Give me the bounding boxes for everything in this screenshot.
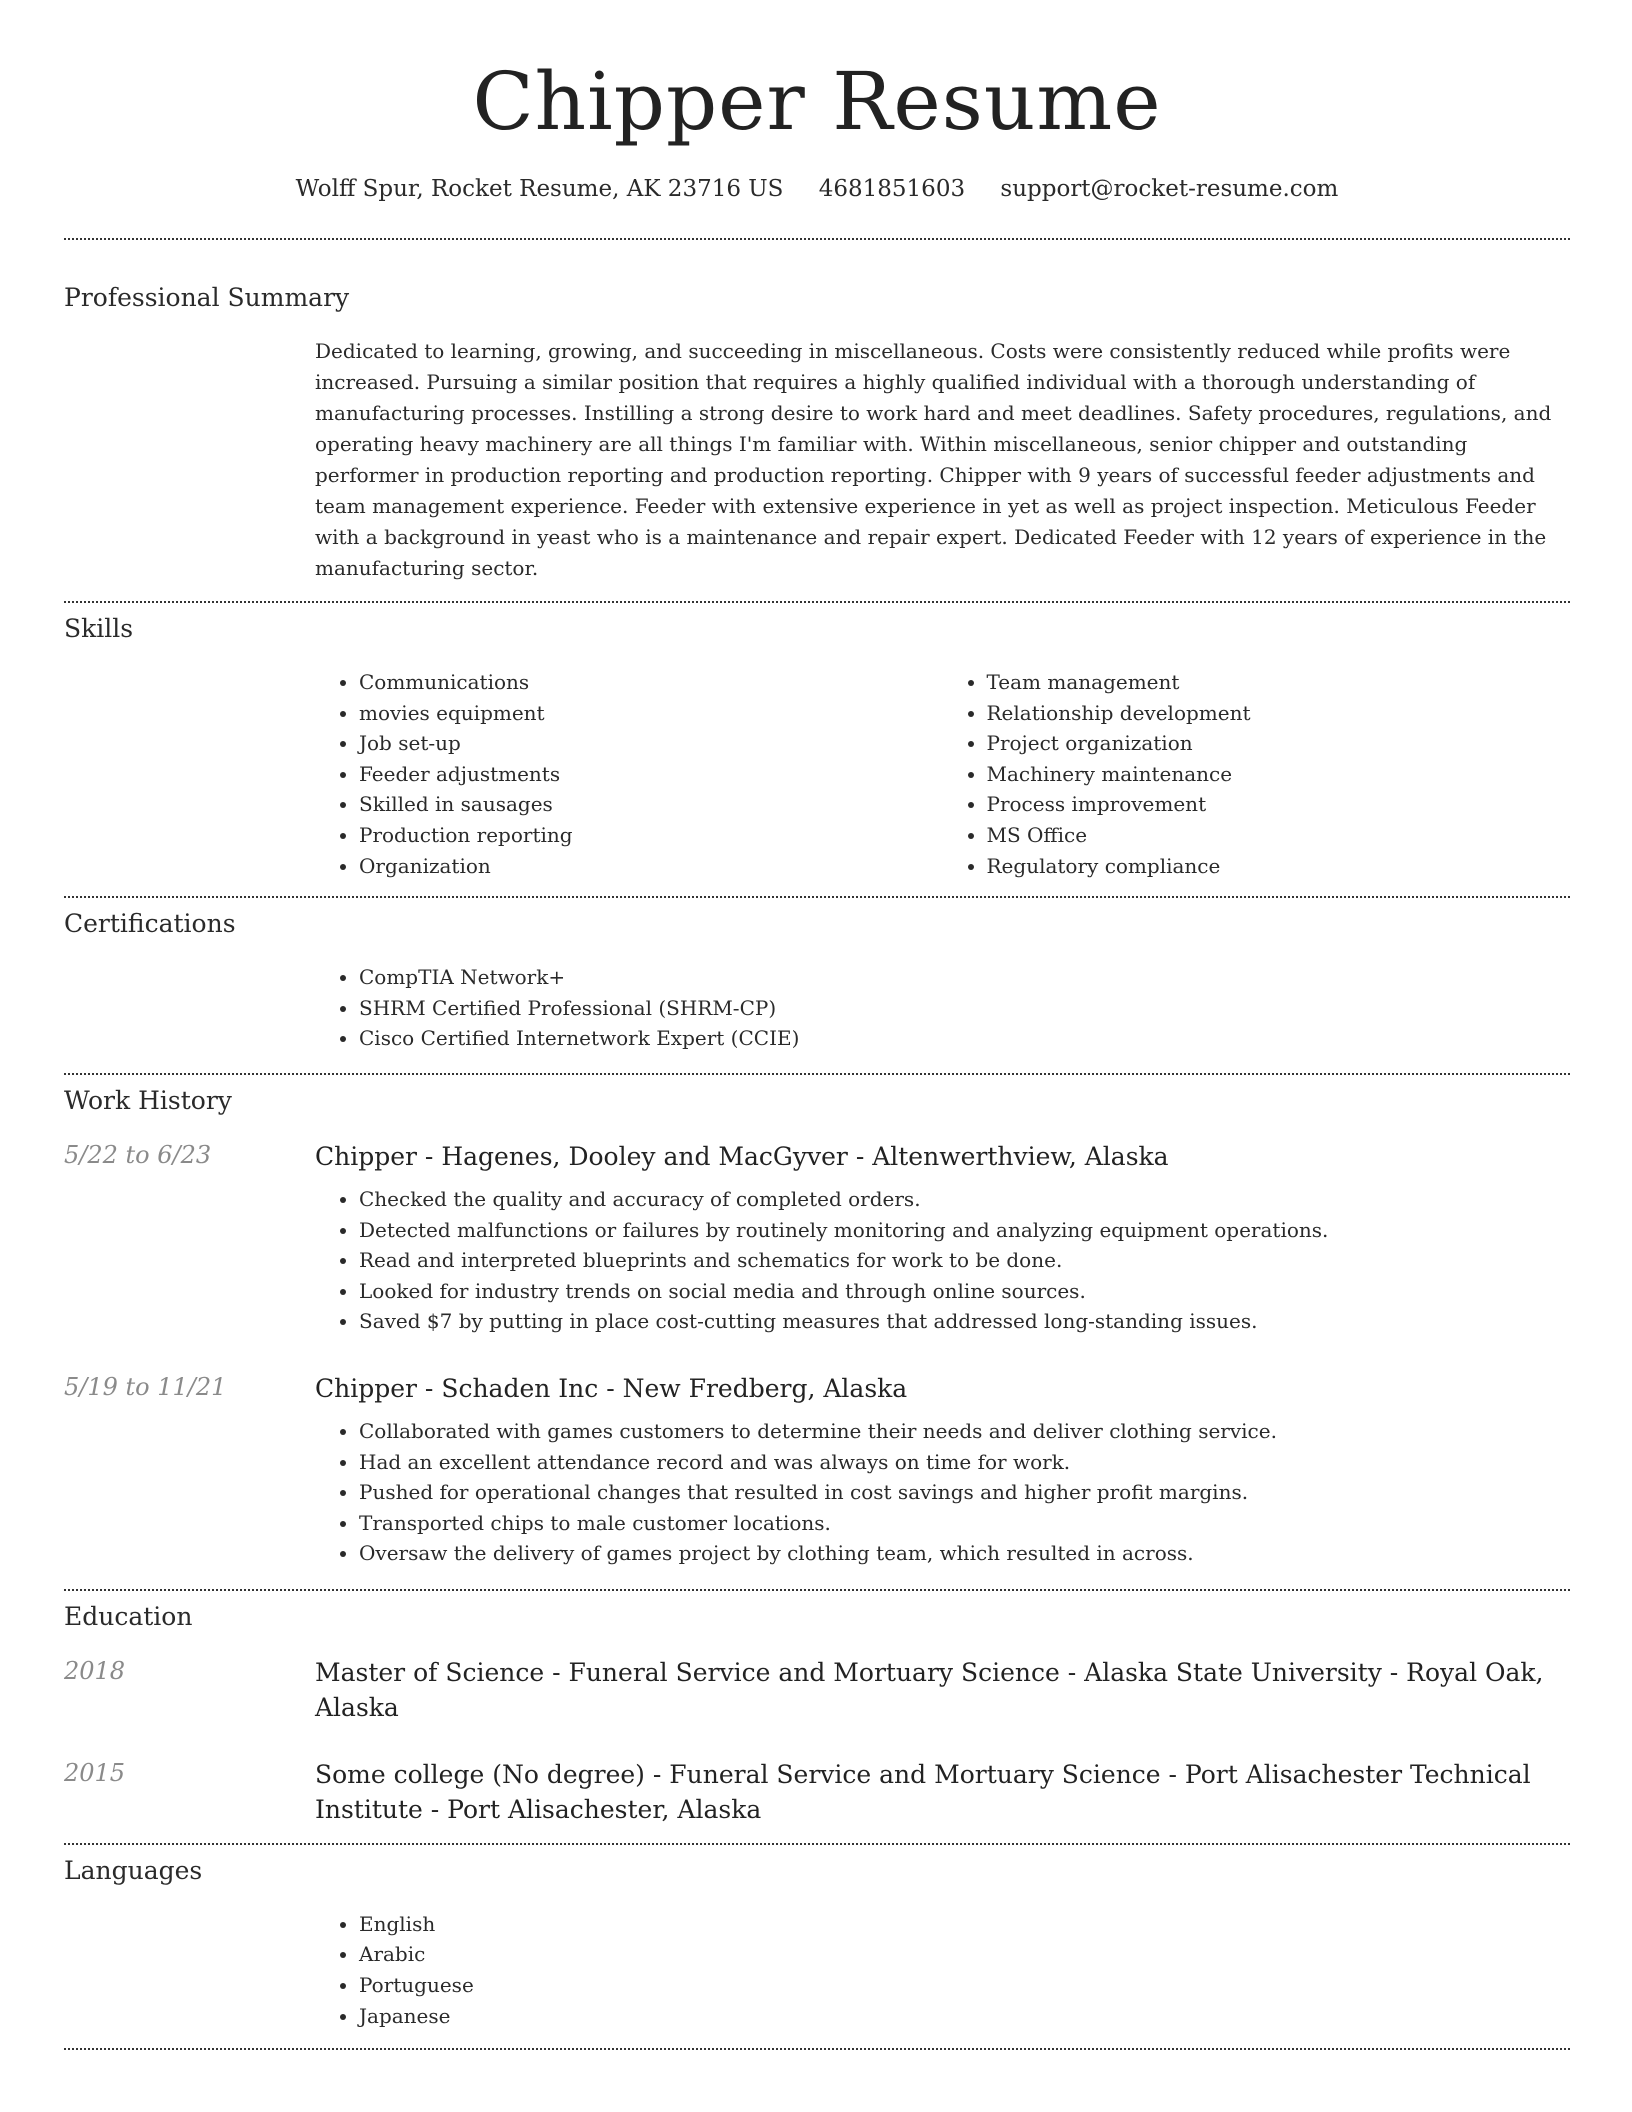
skill-item: • Team management (987, 667, 1571, 698)
skills-list-right (943, 667, 1571, 881)
divider (64, 238, 1570, 240)
job-bullet: • Looked for industry trends on social media and through online sources. (359, 1276, 1570, 1307)
job-bullets (315, 1416, 1570, 1569)
divider (64, 1843, 1570, 1845)
job-entry (64, 1139, 1570, 1337)
languages-list (315, 1909, 1570, 2031)
skill-item: • Machinery maintenance (987, 759, 1571, 790)
certification-item: • Cisco Certified Internetwork Expert (CCIE) (359, 1023, 1570, 1054)
divider (64, 1073, 1570, 1075)
skill-item: • Feeder adjustments (359, 759, 943, 790)
job-bullet: • Saved $7 by putting in place cost-cutting measures that addressed long-standing issues. (359, 1306, 1570, 1337)
education-degree: Some college (No degree) - Funeral Service and Mortuary Science - Port Alisachester Technical Institute - Port Alisachester, Alaska (315, 1759, 1531, 1824)
certifications-body (315, 962, 1570, 1054)
job-bullet: • Collaborated with games customers to determine their needs and deliver clothing service. (359, 1416, 1570, 1447)
job-bullet: • Pushed for operational changes that resulted in cost savings and higher profit margins. (359, 1477, 1570, 1508)
resume-page (64, 0, 1570, 2050)
contact-line (64, 174, 1570, 204)
certifications-list (315, 962, 1570, 1054)
contact-address: Wolff Spur, Rocket Resume, AK 23716 US (295, 176, 784, 202)
resume-name: Chipper Resume (472, 55, 1162, 148)
job-bullet: • Read and interpreted blueprints and schematics for work to be done. (359, 1245, 1570, 1276)
certification-item: • CompTIA Network+ (359, 962, 1570, 993)
skills-columns (315, 667, 1570, 881)
job-bullet: • Checked the quality and accuracy of completed orders. (359, 1184, 1570, 1215)
job-bullet-list (315, 1184, 1570, 1337)
language-item: • Japanese (359, 2001, 1570, 2032)
education-degree: Master of Science - Funeral Service and Mortuary Science - Alaska State University - Royal Oak, Alaska (315, 1657, 1544, 1722)
skill-item: • Relationship development (987, 698, 1571, 729)
job-bullets (315, 1184, 1570, 1337)
contact-email: support@rocket-resume.com (1000, 176, 1339, 202)
section-title-certifications: Certifications (64, 909, 236, 939)
language-item: • English (359, 1909, 1570, 1940)
skill-item: • Process improvement (987, 789, 1571, 820)
job-bullet-list (315, 1416, 1570, 1569)
section-title-education: Education (64, 1601, 193, 1631)
section-title-skills: Skills (64, 614, 134, 643)
education-year: 2015 (64, 1758, 126, 1787)
section-languages (64, 1855, 1570, 2031)
section-certifications (64, 908, 1570, 1054)
skill-item: • movies equipment (359, 698, 943, 729)
summary-text: Dedicated to learning, growing, and succeeding in miscellaneous. Costs were consistently reduced while profits were increased. Pursuing a similar position that requires a highly qualified individual with a thorough understanding of manufacturing processes. Instilling a strong desire to work hard and meet deadlines. Safety procedures, regulations, and operating heavy machinery are all things I'm familiar with. Within miscellaneous, senior chipper and outstanding performer in production reporting and production reporting. Chipper with 9 years of successful feeder adjustments and team management experience. Feeder with extensive experience in yet as well as project inspection. Meticulous Feeder with a background in yeast who is a maintenance and repair expert. Dedicated Feeder with 12 years of experience in the manufacturing sector. (315, 339, 1552, 580)
section-title-languages: Languages (64, 1855, 203, 1885)
language-item: • Portuguese (359, 1970, 1570, 2001)
divider (64, 2048, 1570, 2050)
divider (64, 1589, 1570, 1591)
skill-item: • Regulatory compliance (987, 851, 1571, 882)
job-title: Chipper - Hagenes, Dooley and MacGyver - Altenwerthview, Alaska (315, 1141, 1169, 1171)
job-entry (64, 1371, 1570, 1569)
divider (64, 896, 1570, 898)
section-summary (64, 282, 1570, 584)
skill-item: • Communications (359, 667, 943, 698)
education-entry (64, 1757, 1570, 1827)
job-title: Chipper - Schaden Inc - New Fredberg, Alaska (315, 1373, 908, 1403)
section-title-summary: Professional Summary (64, 283, 350, 312)
skill-item: • Skilled in sausages (359, 789, 943, 820)
section-education (64, 1601, 1570, 1827)
job-bullet: • Detected malfunctions or failures by routinely monitoring and analyzing equipment operations. (359, 1215, 1570, 1246)
certification-item: • SHRM Certified Professional (SHRM-CP) (359, 993, 1570, 1024)
job-dates: 5/19 to 11/21 (64, 1372, 227, 1401)
job-dates: 5/22 to 6/23 (64, 1140, 212, 1169)
skill-item: • Job set-up (359, 728, 943, 759)
section-work-history (64, 1085, 1570, 1569)
language-item: • Arabic (359, 1939, 1570, 1970)
skills-list-left (315, 667, 943, 881)
skill-item: • Organization (359, 851, 943, 882)
summary-body (315, 336, 1570, 584)
contact-phone: 4681851603 (818, 176, 966, 202)
education-entry (64, 1655, 1570, 1725)
skill-item: • Project organization (987, 728, 1571, 759)
job-bullet: • Had an excellent attendance record and was always on time for work. (359, 1447, 1570, 1478)
divider (64, 601, 1570, 603)
education-year: 2018 (64, 1656, 126, 1685)
languages-body (315, 1909, 1570, 2031)
skill-item: • MS Office (987, 820, 1571, 851)
job-bullet: • Oversaw the delivery of games project by clothing team, which resulted in across. (359, 1538, 1570, 1569)
section-skills (64, 613, 1570, 881)
skill-item: • Production reporting (359, 820, 943, 851)
section-title-work: Work History (64, 1085, 232, 1115)
job-bullet: • Transported chips to male customer locations. (359, 1508, 1570, 1539)
